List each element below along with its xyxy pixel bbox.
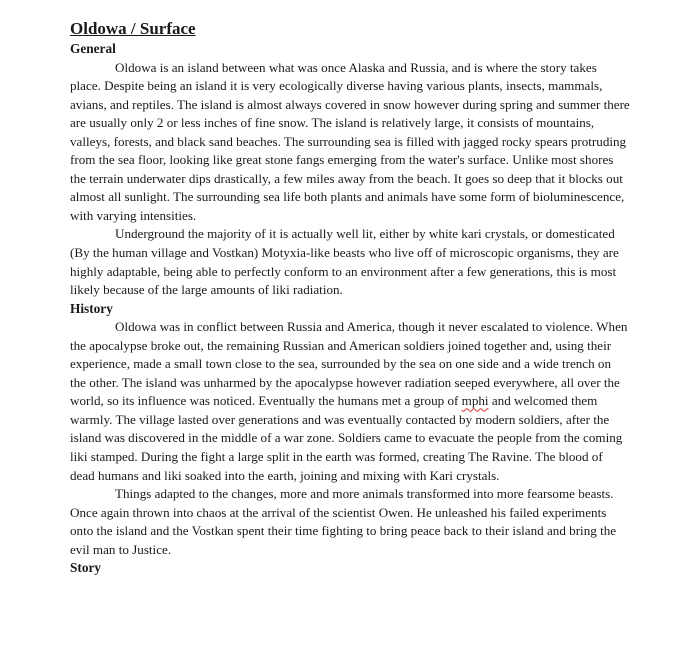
paragraph-history-1-part-a: Oldowa was in conflict between Russia and America, though it never escalated to violence. When the apocalypse broke out, the remaining Russian and American soldiers joined together and, using their experience, made a small town close to the sea, surrounded by the sea on one side and a wide trench on the other. The island was unharmed by the apocalypse however radiation seeped everywhere, all over the world, so its influence was noticed. Eventually the humans met a group of	[70, 319, 628, 409]
document-page	[70, 18, 630, 578]
spellcheck-flagged-word: mphi	[461, 393, 489, 409]
section-heading-general: General	[70, 41, 116, 56]
paragraph-history-2: Things adapted to the changes, more and more animals transformed into more fearsome beasts. Once again thrown into chaos at the arrival of the scientist Owen. He unleashed his failed experiments onto the island and the Vostkan spent their time fighting to bring peace back to their island and bring the evil man to Justice.	[70, 486, 617, 557]
section-heading-story: Story	[70, 560, 102, 576]
paragraph-history-1	[70, 318, 630, 485]
paragraph-general-1: Oldowa is an island between what was once Alaska and Russia, and is where the story takes place. Despite being an island it is very ecologically diverse having various plants, insects, mammals, avians, and reptiles. The island is almost always covered in snow however during spring and summer there are usually only 2 or less inches of fine snow. The island is relatively large, it consists of mountains, valleys, forests, and black sand beaches. The surrounding sea is filled with jagged rocky spears protruding from the sea floor, looking like great stone fangs emerging from the water's surface. Unlike most shores the terrain underwater dips drastically, a few miles away from the beach. It goes so deep that it blocks out almost all sunlight. The surrounding sea life both plants and animals have some form of bioluminescence, with varying intensities.	[70, 59, 630, 223]
section-heading-history: History	[70, 300, 113, 316]
paragraph-history-1-part-b: and welcomed them warmly. The village lasted over generations and was eventually contacted by modern soldiers, after the island was discovered in the middle of a war zone. Soldiers came to evacuate the people from the coming liki stamped. During the fight a large split in the earth was formed, creating The Ravine. The blood of dead humans and liki soaked into the earth, joining and mixing with Kari crystals.	[70, 393, 623, 483]
document-title: Oldowa / Surface	[70, 19, 196, 38]
paragraph-general-2: Underground the majority of it is actually well lit, either by white kari crystals, or domesticated (By the human village and Vostkan) Motyxia-like beasts who live off of microscopic organisms, they are highly adaptable, being able to perfectly conform to an environment after a few generations, this is most likely because of the large amounts of liki radiation.	[70, 226, 619, 298]
